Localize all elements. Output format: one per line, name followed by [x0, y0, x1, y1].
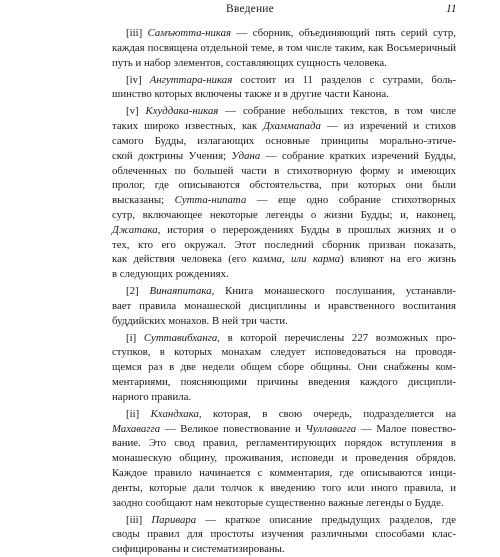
italic-term: Паривара [151, 513, 197, 526]
text-line [112, 41, 456, 56]
italic-term: Ангуттара-никая [149, 73, 233, 86]
body-text [112, 26, 456, 557]
page-number: 11 [446, 3, 457, 15]
text-line [112, 466, 456, 481]
text-line [112, 481, 456, 496]
text-run: пролог, где описываются обстоятельства, при которых они были [112, 179, 456, 192]
text-line [112, 87, 456, 102]
text-run: шинство которых включены также и в другие части Канона. [112, 88, 389, 101]
text-run: нарного правила. [112, 390, 192, 403]
text-line [112, 375, 456, 390]
text-run: щемся раз в две недели общем сборе общины. Они снабжены ком- [112, 361, 456, 374]
paragraph [112, 26, 456, 70]
text-run: буддийских монахов. В ней три части. [112, 314, 288, 327]
text-line [112, 390, 456, 405]
italic-term: Кхандхака [150, 407, 199, 420]
text-run: [2] [126, 285, 150, 298]
text-run: каждая посвящена отдельной теме, в том числе таким, как Восьмеричный [112, 41, 456, 54]
text-line [112, 178, 456, 193]
text-run: — Великое повествование и [160, 422, 306, 435]
text-run: — собрание кратких изречений Будды, [260, 149, 456, 162]
italic-term: Чуллавагга [305, 422, 357, 435]
text-run: в следующих рождениях. [112, 268, 229, 281]
paragraph [112, 104, 456, 282]
italic-term: Суттавибханга [143, 331, 218, 344]
text-run: монашескую общину, проживания, исповеди и проведения обрядов. [112, 452, 456, 465]
text-line [112, 299, 456, 314]
text-run: денты, которые дали толчок к введению того или иного правила, и [112, 481, 456, 494]
text-run: [iii] [126, 27, 148, 39]
text-line [112, 527, 456, 542]
text-line [112, 26, 456, 41]
text-run: [v] [126, 105, 146, 118]
text-line [112, 134, 456, 149]
text-run: ментариями, поясняющими причины введения каждого дисципли- [112, 376, 456, 389]
text-run: облеченных по большей части в стихотворную форму и имеющих [112, 164, 456, 177]
text-run: , которая, в свою очередь, подразделяется на [198, 407, 457, 420]
text-run: как действия человека (его [112, 253, 253, 266]
italic-term: Джатака [112, 223, 158, 236]
text-run: [iv] [126, 73, 150, 86]
text-run: — сборник, объединяющий пять серий сутр, [231, 27, 457, 39]
text-run: — собрание небольших текстов, в том числе [218, 105, 457, 118]
text-line [112, 238, 456, 253]
text-run: заодно сообщают нам некоторые существенно важные легенды о Будде. [112, 496, 444, 509]
text-run: вание. Это свод правил, регламентирующих порядок вступления в [112, 437, 456, 450]
paragraph [112, 407, 456, 511]
running-header [0, 0, 500, 20]
text-line [112, 267, 456, 282]
text-run: таких широко известных, как [112, 120, 264, 133]
italic-term: Винаяпитака [149, 285, 212, 298]
text-run: путь и набор элементов, составляющих сущность человека. [112, 56, 387, 69]
text-line [112, 149, 456, 164]
text-run: вает правила монашеской дисциплины и нравственного воспитания [112, 299, 456, 312]
italic-term: камма, или карма [252, 253, 341, 266]
italic-term: Махавагга [112, 422, 161, 435]
text-run: [iii] [126, 513, 152, 526]
text-line [112, 223, 456, 238]
italic-term: Удана [231, 149, 261, 162]
text-line [112, 104, 456, 119]
paragraph [112, 73, 456, 103]
chapter-title: Введение [226, 3, 274, 15]
text-line [112, 436, 456, 451]
text-run: своды правил для простоты изучения различными способами клас- [112, 528, 456, 541]
paragraph [112, 284, 456, 328]
paragraph [112, 331, 456, 405]
text-run: Каждое правило начинается с комментария, где описываются инци- [112, 467, 456, 480]
text-line [112, 284, 456, 299]
text-run: — еще одно собрание стихотворных [246, 194, 456, 207]
text-run: тех, кто его окружал. Этот последний сборник призван показать, [112, 238, 456, 251]
italic-term: Сутта-нипата [174, 194, 247, 207]
text-run: высказаны; [112, 194, 175, 207]
text-run: ской доктрины Учения; [112, 149, 232, 162]
text-line [112, 407, 456, 422]
text-line [112, 208, 456, 223]
text-line [112, 56, 456, 71]
text-run: [ii] [126, 407, 151, 420]
text-run: , в которой перечислены 227 возможных про- [217, 331, 457, 344]
text-run: — Малое повество- [356, 422, 456, 435]
text-line [112, 451, 456, 466]
text-line [112, 542, 456, 557]
text-run: , история о перерождениях Будды в прошлых жизнях и о [157, 223, 456, 236]
text-line [112, 513, 456, 528]
text-line [112, 119, 456, 134]
text-run: самого Будды, излагающих основные принципы морально-этиче- [112, 134, 456, 147]
text-run: , Книга монашеского послушания, устанавли- [211, 285, 456, 298]
text-line [112, 345, 456, 360]
italic-term: Дхаммапада [263, 120, 321, 133]
text-run: [i] [126, 331, 144, 344]
text-line [112, 193, 456, 208]
text-line [112, 360, 456, 375]
text-line [112, 73, 456, 88]
text-run: состоит из 11 разделов с сутрами, боль- [232, 73, 456, 86]
text-line [112, 331, 456, 346]
text-run: — краткое описание предыдущих разделов, где [196, 513, 457, 526]
italic-term: Самъютта-никая [147, 27, 232, 39]
text-line [112, 496, 456, 511]
text-run: — из изречений и стихов [320, 120, 456, 133]
text-run: ) влияют на его жизнь [340, 253, 457, 266]
italic-term: Кхуддака-никая [145, 105, 219, 118]
text-run: сифицированы и систематизированы. [112, 543, 285, 556]
paragraph [112, 513, 456, 557]
text-line [112, 314, 456, 329]
text-line [112, 164, 456, 179]
text-run: сутр, включающее некоторые легенды о жизни Будды; и, наконец, [112, 208, 456, 221]
text-line [112, 422, 456, 437]
text-run: ступков, в которых монахам следует исповедоваться на проводя- [112, 346, 456, 359]
text-line [112, 252, 456, 267]
